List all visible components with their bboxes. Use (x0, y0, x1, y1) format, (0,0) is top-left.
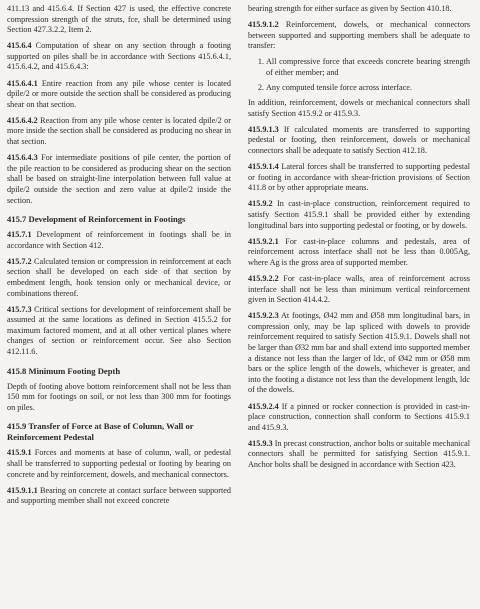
section-415-9-2-4 (248, 402, 470, 434)
section-text: Computation of shear on any section through a footing supported on piles shall be in accordance with Sections 415.6.4.1, 415.6.4.2, and 415.6.4.3: (7, 41, 232, 72)
paragraph: Depth of footing above bottom reinforcement shall not be less than 150 mm for footings on soil, or not less than 300 mm for footings on piles. (7, 381, 231, 412)
paragraph: 411.13 and 415.6.4. If Section 427 is used, the effective concrete compression strength of the struts, fce, shall be determined using Section 427.3.2.2, Item 2. (7, 4, 231, 35)
section-text: Critical sections for development of reinforcement shall be assumed at the same locations as defined in Section 415.5.2 for maximum factored moment, and at all other vertical planes where changes of section or reinforcement occur. See also Section 412.11.6. (7, 304, 231, 357)
section-number: 415.9.2.1 (248, 236, 279, 246)
section-415-7-2 (7, 257, 231, 299)
heading-415-8: 415.8 Minimum Footing Depth (7, 365, 121, 376)
section-number: 415.9.2.3 (248, 311, 279, 321)
section-number: 415.9.1 (7, 448, 32, 458)
section-number: 415.9.3 (248, 438, 273, 448)
section-text: At footings, Ø42 mm and Ø58 mm longitudinal bars, in compression only, may be lap spliced with dowels to provide reinforcement required to satisfy Section 415.9.1. Dowels shall not be larger than Ø32 mm bar and shall extend into supported member a distance not less than the larger of ldc, of Ø42 mm or Ø58 mm bars or the splice length of the dowels, whichever is greater, and into the footing a distance not less than the development length, ldc of the dowels. (248, 311, 470, 395)
section-text: Reinforcement, dowels, or mechanical connectors between supported and supporting members shall be adequate to transfer: (248, 20, 471, 51)
paragraph: In addition, reinforcement, dowels or mechanical connectors shall satisfy Section 415.9.2 or 415.9.3. (248, 98, 470, 118)
section-text: Lateral forces shall be transferred to supporting pedestal or footing in accordance with shear-friction provisions of Section 411.8 or by other appropriate means. (248, 162, 470, 193)
section-415-9-2-1 (248, 237, 470, 269)
heading-415-7: 415.7 Development of Reinforcement in Footings (7, 214, 186, 225)
section-number: 415.9.2.4 (248, 401, 279, 411)
section-text: For intermediate positions of pile center, the portion of the pile reaction to be considered as producing shear on the section shall be based on straight-line interpolation between full value at dpile/2 outside the section and zero value at dpile/2 inside the section. (7, 153, 232, 205)
section-number: 415.7.3 (7, 304, 32, 314)
section-text: For cast-in-place walls, area of reinforcement across interface shall not be less than minimum vertical reinforcement given in Section 414.4.2. (248, 273, 470, 305)
transfer-list (248, 57, 470, 93)
section-number: 415.9.1.2 (248, 20, 279, 30)
left-column (7, 4, 231, 512)
section-text: In precast construction, anchor bolts or suitable mechanical connectors shall be permitted for satisfying Section 415.9.1. Anchor bolts shall be designed in accordance with Section 423. (248, 438, 471, 469)
right-column (248, 4, 470, 476)
section-text: Forces and moments at base of column, wall, or pedestal shall be transferred to supporting pedestal or footing by bearing on concrete and by reinforcement, dowels, and mechanical connectors. (7, 448, 232, 479)
section-415-9-2-3 (248, 311, 470, 396)
list-item: 1. All compressive force that exceeds concrete bearing strength of either member; and (266, 57, 470, 78)
section-415-9-1-1 (7, 486, 231, 507)
section-text: Bearing on concrete at contact surface between supported and supporting member shall not exceed concrete (7, 485, 231, 506)
section-text: In cast-in-place construction, reinforcement required to satisfy Section 415.9.1 shall be provided either by extending longitudinal bars into supporting pedestal or footing, or by dowels. (248, 199, 470, 230)
section-number: 415.9.2.2 (248, 273, 279, 283)
section-text: If a pinned or rocker connection is provided in cast-in-place construction, connection shall conform to Sections 415.9.1 and 415.9.3. (248, 401, 470, 432)
paragraph: bearing strength for either surface as given by Section 410.18. (248, 4, 452, 13)
section-number: 415.9.1.1 (7, 485, 38, 495)
heading-415-9: 415.9 Transfer of Force at Base of Column, Wall or Reinforcement Pedestal (7, 421, 194, 443)
section-415-7-3 (7, 305, 231, 358)
section-number: 415.6.4 (7, 41, 32, 51)
section-number: 415.6.4.3 (7, 153, 38, 163)
section-415-6-4 (7, 41, 231, 73)
section-415-6-4-2 (7, 116, 231, 148)
section-text: Reaction from any pile whose center is located dpile/2 or more inside the section shall be considered as producing no shear in that section. (7, 115, 231, 147)
section-number: 415.7.2 (7, 256, 32, 266)
section-number: 415.6.4.1 (7, 78, 38, 88)
section-415-9-1-4 (248, 162, 470, 194)
section-415-9-2 (248, 199, 470, 231)
section-number: 415.9.1.3 (248, 124, 279, 134)
section-415-9-1 (7, 448, 231, 480)
section-415-9-2-2 (248, 274, 470, 306)
section-415-6-4-1 (7, 79, 231, 111)
section-text: If calculated moments are transferred to supporting pedestal or footing, then reinforcement, dowels or mechanical connectors shall be adequate to satisfy Section 412.18. (248, 124, 471, 156)
section-number: 415.7.1 (7, 230, 32, 240)
section-415-6-4-3 (7, 153, 231, 206)
section-text: Entire reaction from any pile whose center is located dpile/2 or more outside the section shall be considered as producing shear on that section. (7, 78, 232, 109)
section-number: 415.9.1.4 (248, 162, 279, 172)
section-number: 415.6.4.2 (7, 115, 38, 125)
list-item: 2. Any computed tensile force across interface. (266, 83, 470, 94)
section-415-9-3 (248, 439, 470, 471)
section-number: 415.9.2 (248, 199, 273, 209)
section-415-9-1-2 (248, 20, 470, 52)
section-text: For cast-in-place columns and pedestals, area of reinforcement across interface shall not be less than 0.005Ag, where Ag is the gross area of supported member. (248, 236, 470, 267)
section-text: Calculated tension or compression in reinforcement at each section shall be developed on each side of that section by embedment length, hook tension only or mechanical device, or combinations thereof. (7, 256, 231, 298)
section-415-7-1 (7, 230, 231, 251)
section-415-9-1-3 (248, 125, 470, 157)
section-text: Development of reinforcement in footings shall be in accordance with Section 412. (7, 230, 232, 250)
